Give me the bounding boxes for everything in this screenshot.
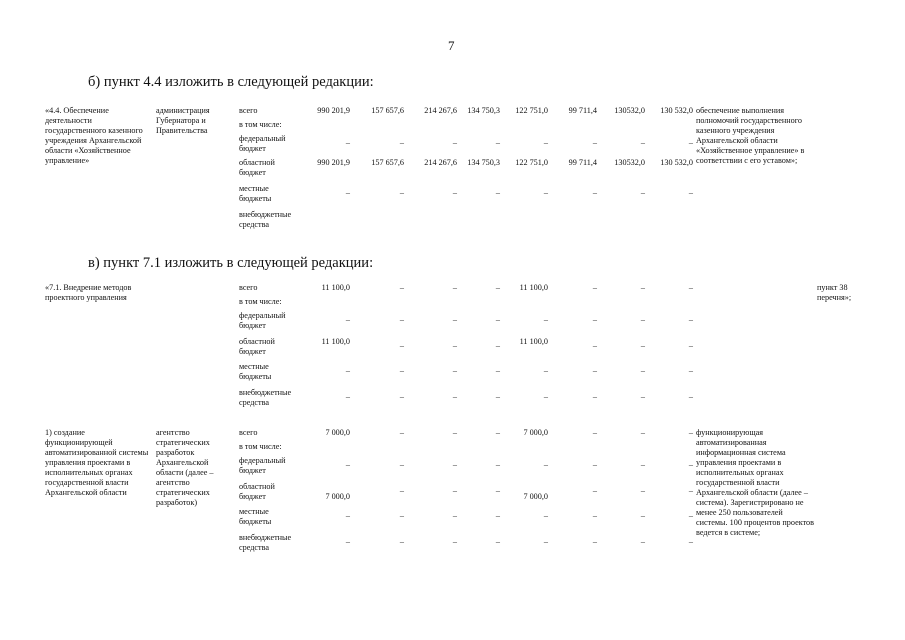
funding-value: – bbox=[543, 366, 548, 375]
funding-value: 130 532,0 bbox=[660, 106, 693, 115]
funding-source-label: местные бюджеты bbox=[239, 184, 272, 203]
funding-value: – bbox=[592, 366, 597, 375]
funding-value: 122 751,0 bbox=[515, 158, 548, 167]
funding-source-label: внебюджетные средства bbox=[239, 210, 292, 229]
funding-value: – bbox=[452, 315, 457, 324]
funding-value: – bbox=[495, 366, 500, 375]
funding-value: 130 532,0 bbox=[660, 158, 693, 167]
funding-value: 7 000,0 bbox=[523, 492, 548, 501]
funding-value: 130532,0 bbox=[614, 158, 645, 167]
executor: агентство стратегических разработок Архангельской области (далее – агентство стратегических разработок) bbox=[156, 428, 214, 507]
funding-value: – bbox=[399, 486, 404, 495]
funding-value: – bbox=[640, 428, 645, 437]
funding-value: – bbox=[592, 460, 597, 469]
measure-name: «4.4. Обеспечение деятельности государственного казенного учреждения Архангельской области «Хозяйственное управление» bbox=[45, 106, 143, 165]
funding-value: 122 751,0 bbox=[515, 106, 548, 115]
funding-value: 990 201,9 bbox=[317, 158, 350, 167]
funding-value: – bbox=[452, 511, 457, 520]
funding-value: – bbox=[592, 486, 597, 495]
funding-value: 157 657,6 bbox=[371, 158, 404, 167]
funding-source-label: федеральный бюджет bbox=[239, 134, 286, 153]
funding-value: – bbox=[688, 392, 693, 401]
funding-source-label: местные бюджеты bbox=[239, 362, 272, 381]
funding-value: – bbox=[543, 138, 548, 147]
funding-value: – bbox=[688, 511, 693, 520]
funding-value: – bbox=[543, 511, 548, 520]
funding-value: – bbox=[399, 283, 404, 292]
funding-value: 990 201,9 bbox=[317, 106, 350, 115]
funding-value: – bbox=[495, 315, 500, 324]
expected-result: обеспечение выполнения полномочий государственного казенного учреждения Архангельской области «Хозяйственное управление» в соответствии с его уставом»; bbox=[696, 106, 805, 165]
funding-source-label: внебюджетные средства bbox=[239, 533, 292, 552]
funding-value: – bbox=[640, 486, 645, 495]
funding-value: 11 100,0 bbox=[519, 337, 548, 346]
measure-name: «7.1. Внедрение методов проектного управления bbox=[45, 283, 132, 302]
funding-value: 11 100,0 bbox=[321, 337, 350, 346]
funding-value: – bbox=[452, 366, 457, 375]
funding-value: – bbox=[688, 428, 693, 437]
funding-value: – bbox=[399, 460, 404, 469]
funding-value: – bbox=[452, 537, 457, 546]
funding-value: – bbox=[452, 428, 457, 437]
funding-value: – bbox=[495, 188, 500, 197]
funding-value: – bbox=[495, 283, 500, 292]
funding-value: – bbox=[688, 138, 693, 147]
funding-source-label: в том числе: bbox=[239, 442, 282, 451]
funding-source-label: внебюджетные средства bbox=[239, 388, 292, 407]
funding-value: – bbox=[640, 460, 645, 469]
funding-value: – bbox=[688, 537, 693, 546]
funding-value: 11 100,0 bbox=[519, 283, 548, 292]
funding-value: 130532,0 bbox=[614, 106, 645, 115]
funding-source-label: в том числе: bbox=[239, 120, 282, 129]
funding-value: – bbox=[345, 188, 350, 197]
funding-value: – bbox=[495, 511, 500, 520]
funding-value: – bbox=[688, 366, 693, 375]
funding-value: – bbox=[688, 486, 693, 495]
funding-source-label: федеральный бюджет bbox=[239, 456, 286, 475]
indicator-link: пункт 38 перечня»; bbox=[817, 283, 852, 302]
funding-value: – bbox=[688, 341, 693, 350]
funding-value: – bbox=[640, 392, 645, 401]
funding-value: – bbox=[399, 511, 404, 520]
funding-value: – bbox=[543, 537, 548, 546]
funding-value: 99 711,4 bbox=[568, 106, 597, 115]
funding-value: – bbox=[592, 392, 597, 401]
funding-value: – bbox=[592, 511, 597, 520]
funding-source-label: областной бюджет bbox=[239, 337, 275, 356]
funding-value: – bbox=[688, 283, 693, 292]
funding-value: – bbox=[543, 460, 548, 469]
funding-value: 134 750,3 bbox=[467, 158, 500, 167]
funding-value: – bbox=[452, 486, 457, 495]
funding-value: – bbox=[543, 392, 548, 401]
funding-value: – bbox=[399, 138, 404, 147]
executor: администрация Губернатора и Правительства bbox=[156, 106, 210, 135]
funding-value: – bbox=[592, 315, 597, 324]
funding-value: – bbox=[399, 315, 404, 324]
page-number: 7 bbox=[448, 38, 455, 53]
funding-value: – bbox=[345, 511, 350, 520]
funding-value: – bbox=[452, 341, 457, 350]
funding-value: – bbox=[495, 537, 500, 546]
funding-value: – bbox=[640, 511, 645, 520]
funding-value: 214 267,6 bbox=[424, 106, 457, 115]
funding-value: – bbox=[495, 428, 500, 437]
funding-value: – bbox=[688, 460, 693, 469]
funding-source-label: местные бюджеты bbox=[239, 507, 272, 526]
funding-value: – bbox=[640, 283, 645, 292]
funding-value: – bbox=[592, 537, 597, 546]
funding-value: – bbox=[345, 460, 350, 469]
expected-result: функционирующая автоматизированная информационная система управления проектами в исполнительных органах государственной власти Архангельской области (далее – система). Зарегистрировано не менее 250 пользователей системы. 100 процентов проектов ведется в системе; bbox=[696, 428, 815, 537]
funding-value: – bbox=[640, 138, 645, 147]
funding-source-label: всего bbox=[239, 428, 258, 437]
funding-value: – bbox=[495, 486, 500, 495]
funding-value: – bbox=[345, 138, 350, 147]
section-heading: в) пункт 7.1 изложить в следующей редакции: bbox=[88, 255, 374, 271]
section-heading: б) пункт 4.4 изложить в следующей редакции: bbox=[88, 74, 374, 90]
funding-source-label: всего bbox=[239, 283, 258, 292]
funding-source-label: областной бюджет bbox=[239, 482, 275, 501]
funding-value: 99 711,4 bbox=[568, 158, 597, 167]
funding-value: – bbox=[592, 138, 597, 147]
funding-value: – bbox=[452, 138, 457, 147]
funding-value: – bbox=[345, 315, 350, 324]
funding-value: 134 750,3 bbox=[467, 106, 500, 115]
funding-value: – bbox=[399, 341, 404, 350]
funding-value: – bbox=[345, 537, 350, 546]
funding-value: – bbox=[640, 366, 645, 375]
funding-value: – bbox=[452, 188, 457, 197]
funding-value: 7 000,0 bbox=[325, 428, 350, 437]
funding-source-label: в том числе: bbox=[239, 297, 282, 306]
funding-value: – bbox=[543, 188, 548, 197]
funding-value: – bbox=[688, 188, 693, 197]
funding-value: – bbox=[345, 366, 350, 375]
funding-value: – bbox=[688, 315, 693, 324]
funding-value: – bbox=[640, 315, 645, 324]
funding-value: – bbox=[452, 460, 457, 469]
funding-value: – bbox=[592, 188, 597, 197]
funding-value: 7 000,0 bbox=[325, 492, 350, 501]
funding-value: – bbox=[399, 428, 404, 437]
funding-value: – bbox=[452, 392, 457, 401]
funding-value: – bbox=[495, 392, 500, 401]
funding-value: 214 267,6 bbox=[424, 158, 457, 167]
funding-value: – bbox=[640, 537, 645, 546]
funding-value: – bbox=[592, 283, 597, 292]
funding-value: – bbox=[592, 428, 597, 437]
funding-value: – bbox=[495, 138, 500, 147]
funding-value: – bbox=[399, 392, 404, 401]
funding-source-label: всего bbox=[239, 106, 258, 115]
funding-value: 7 000,0 bbox=[523, 428, 548, 437]
funding-value: 157 657,6 bbox=[371, 106, 404, 115]
funding-value: – bbox=[399, 188, 404, 197]
measure-name: 1) создание функционирующей автоматизированной системы управления проектами в исполнительных органах государственной власти Архангельской области bbox=[45, 428, 149, 497]
funding-value: – bbox=[640, 341, 645, 350]
funding-value: – bbox=[495, 460, 500, 469]
funding-value: – bbox=[543, 315, 548, 324]
funding-value: 11 100,0 bbox=[321, 283, 350, 292]
funding-value: – bbox=[592, 341, 597, 350]
funding-source-label: областной бюджет bbox=[239, 158, 275, 177]
funding-value: – bbox=[640, 188, 645, 197]
funding-value: – bbox=[452, 283, 457, 292]
funding-value: – bbox=[399, 537, 404, 546]
funding-value: – bbox=[495, 341, 500, 350]
funding-source-label: федеральный бюджет bbox=[239, 311, 286, 330]
funding-value: – bbox=[345, 392, 350, 401]
funding-value: – bbox=[399, 366, 404, 375]
